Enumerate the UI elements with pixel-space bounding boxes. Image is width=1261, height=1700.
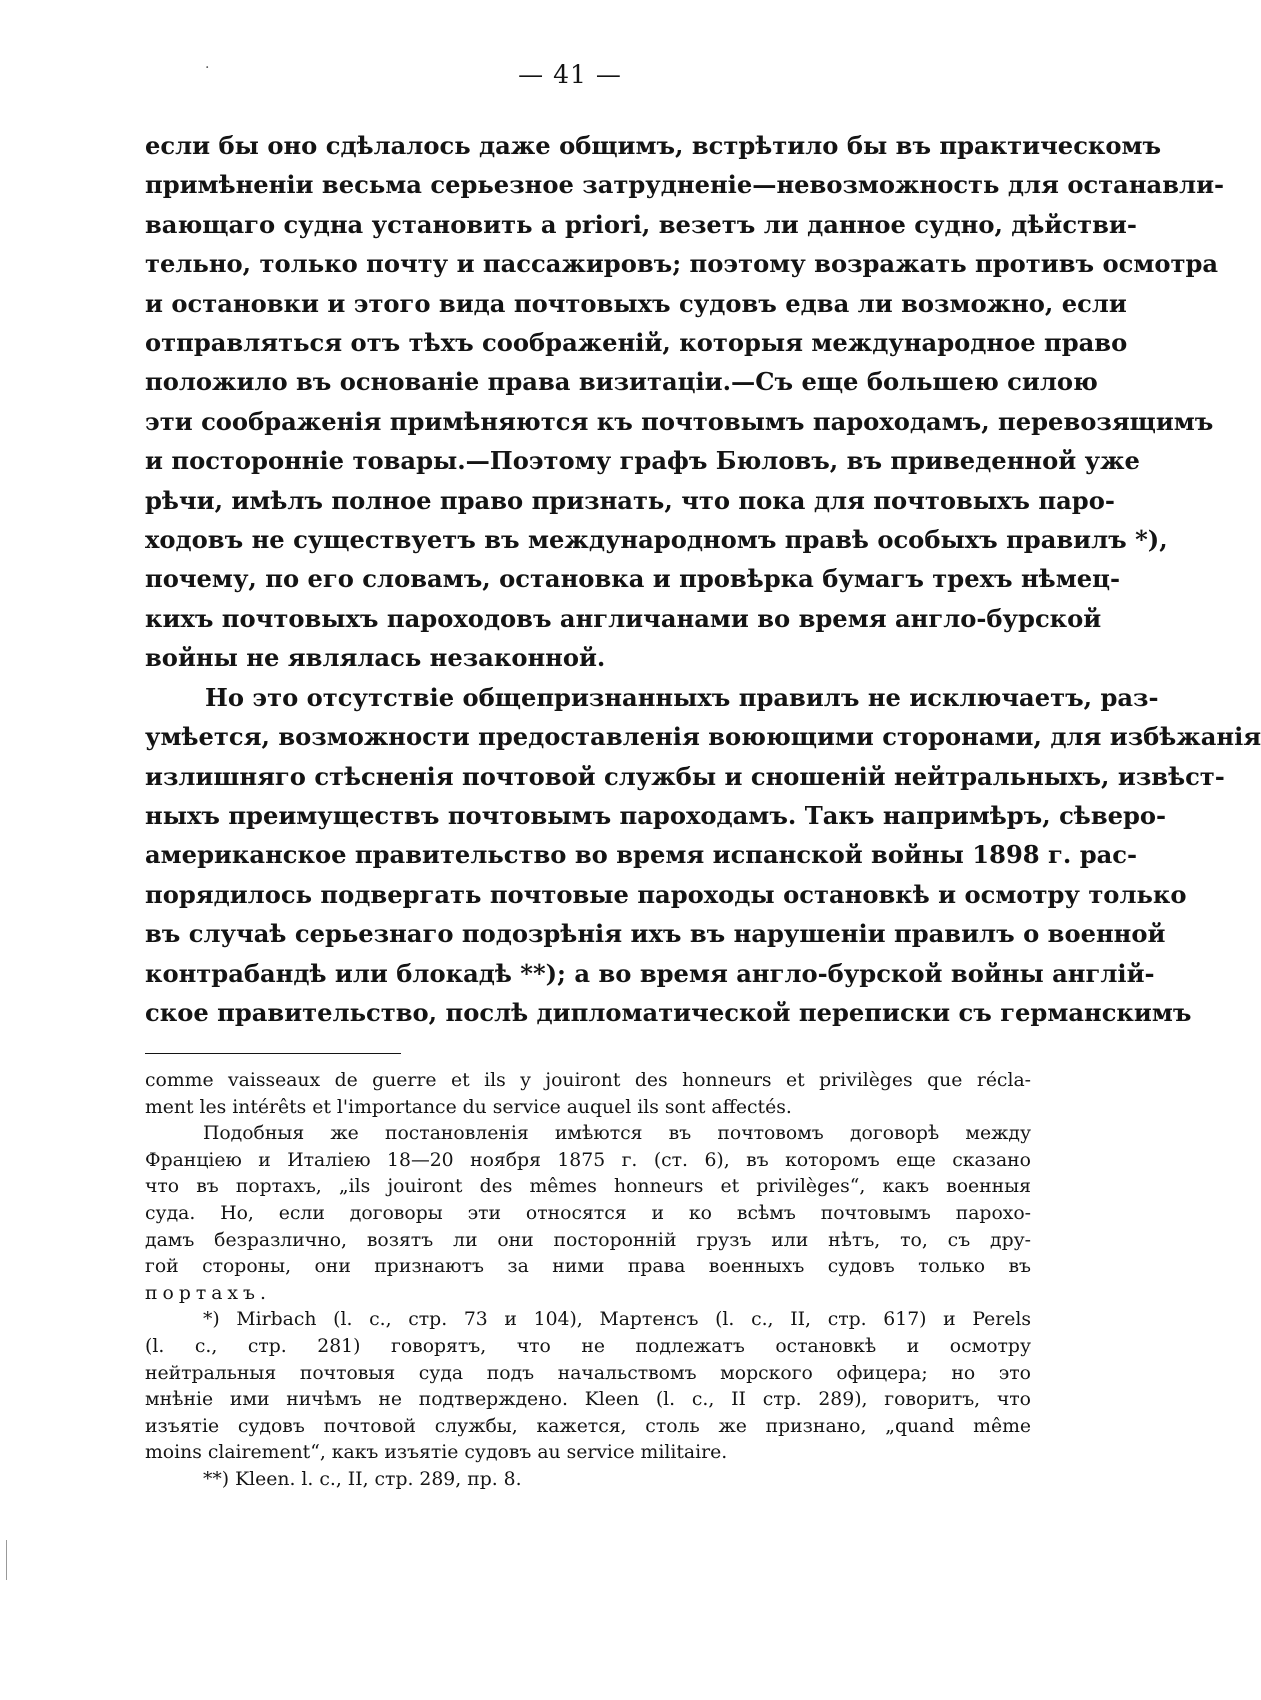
paragraph-1 xyxy=(145,126,1225,678)
main-text xyxy=(145,126,1261,1032)
footnote-line: Подобныя же постановленія имѣются въ почтовомъ договорѣ между xyxy=(203,1123,1031,1145)
footnote-line: Франціею и Италіею 18—20 ноября 1875 г. (ст. 6), въ которомъ еще сказано xyxy=(145,1149,1031,1171)
text-line: ское правительство, послѣ дипломатической переписки съ германскимъ xyxy=(145,997,1192,1027)
text-line: почему, по его словамъ, остановка и провѣрка бумагъ трехъ нѣмец- xyxy=(145,564,1120,594)
footnote-line: moins clairement“, какъ изъятіе судовъ au service militaire. xyxy=(145,1442,728,1464)
text-line: тельно, только почту и пассажировъ; поэтому возражать противъ осмотра xyxy=(145,249,1219,279)
text-line: войны не являлась незаконной. xyxy=(145,643,606,673)
text-line: отправляться отъ тѣхъ соображеній, которыя международное право xyxy=(145,328,1128,358)
footnote-line: суда. Но, если договоры эти относятся и ко всѣмъ почтовымъ парохо- xyxy=(145,1202,1031,1224)
footnote-continuation xyxy=(145,1068,1031,1121)
text-line: американское правительство во время испанской войны 1898 г. рас- xyxy=(145,840,1138,870)
footnote-line: что въ портахъ, „ils jouiront des mêmes honneurs et privilèges“, какъ военныя xyxy=(145,1176,1031,1198)
footnote-line: **) Kleen. l. c., II, стр. 289, пр. 8. xyxy=(203,1468,522,1490)
footnote-line: гой стороны, они признаютъ за ними права военныхъ судовъ только въ xyxy=(145,1256,1031,1278)
footnote-line: ment les intérêts et l'importance du service auquel ils sont affectés. xyxy=(145,1096,792,1118)
footnote-line: comme vaisseaux de guerre et ils y jouiront des honneurs et privilèges que récla- xyxy=(145,1070,1031,1091)
text-line: вающаго судна установить а priori, везетъ ли данное судно, дѣйстви- xyxy=(145,209,1137,239)
paragraph-2 xyxy=(145,678,1261,1033)
text-line: ходовъ не существуетъ въ международномъ правѣ особыхъ правилъ *), xyxy=(145,525,1168,555)
text-line: положило въ основаніе права визитаціи.—Съ еще большею силою xyxy=(145,367,1098,397)
footnote-line: дамъ безразлично, возятъ ли они посторонній грузъ или нѣтъ, то, съ дру- xyxy=(145,1229,1031,1251)
scan-edge-mark xyxy=(6,1540,7,1580)
footnote-divider xyxy=(145,1053,401,1054)
text-line: умѣется, возможности предоставленія воюющими сторонами, для избѣжанія xyxy=(145,722,1261,752)
text-line: кихъ почтовыхъ пароходовъ англичанами во время англо-бурской xyxy=(145,603,1102,633)
page-number: — 41 — xyxy=(518,60,622,89)
text-line: эти соображенія примѣняются къ почтовымъ пароходамъ, перевозящимъ xyxy=(145,406,1214,436)
text-line: рѣчи, имѣлъ полное право признать, что пока для почтовыхъ паро- xyxy=(145,485,1115,515)
text-line: порядилось подвергать почтовые пароходы остановкѣ и осмотру только xyxy=(145,879,1187,909)
footnote-line: изъятіе судовъ почтовой службы, кажется, столь же признано, „quand même xyxy=(145,1415,1031,1437)
footnote-double-star xyxy=(145,1467,1031,1494)
text-line: и посторонніе товары.—Поэтому графъ Бюловъ, въ приведенной уже xyxy=(145,446,1140,476)
footnote-line: (l. c., стр. 281) говорятъ, что не подлежатъ остановкѣ и осмотру xyxy=(145,1335,1031,1357)
text-line: излишняго стѣсненія почтовой службы и сношеній нейтральныхъ, извѣст- xyxy=(145,761,1225,791)
scan-speck: · xyxy=(205,60,210,76)
text-line: если бы оно сдѣлалось даже общимъ, встрѣтило бы въ практическомъ xyxy=(145,131,1162,160)
text-line: ныхъ преимуществъ почтовымъ пароходамъ. Такъ напримѣръ, сѣверо- xyxy=(145,800,1167,830)
text-line: Но это отсутствіе общепризнанныхъ правилъ не исключаетъ, раз- xyxy=(205,682,1159,712)
footnote-line: портахъ. xyxy=(145,1282,271,1304)
text-line: и остановки и этого вида почтовыхъ судовъ едва ли возможно, если xyxy=(145,288,1127,318)
text-line: въ случаѣ серьезнаго подозрѣнія ихъ въ нарушеніи правилъ о военной xyxy=(145,919,1166,949)
footnote-line: нейтральныя почтовыя суда подъ начальствомъ морского офицера; но это xyxy=(145,1362,1031,1384)
footnote-line: *) Mirbach (l. c., стр. 73 и 104), Мартенсъ (l. c., II, стр. 617) и Perels xyxy=(203,1309,1031,1331)
footnote-line: мнѣніе ими ничѣмъ не подтверждено. Kleen (l. c., II стр. 289), говоритъ, что xyxy=(145,1389,1031,1411)
footnotes xyxy=(145,1068,1031,1494)
text-line: примѣненіи весьма серьезное затрудненіе—невозможность для останавли- xyxy=(145,170,1225,200)
footnote-single-star xyxy=(145,1307,1031,1467)
footnote-paragraph xyxy=(145,1121,1031,1307)
text-line: контрабандѣ или блокадѣ **); а во время англо-бурской войны англій- xyxy=(145,958,1155,988)
